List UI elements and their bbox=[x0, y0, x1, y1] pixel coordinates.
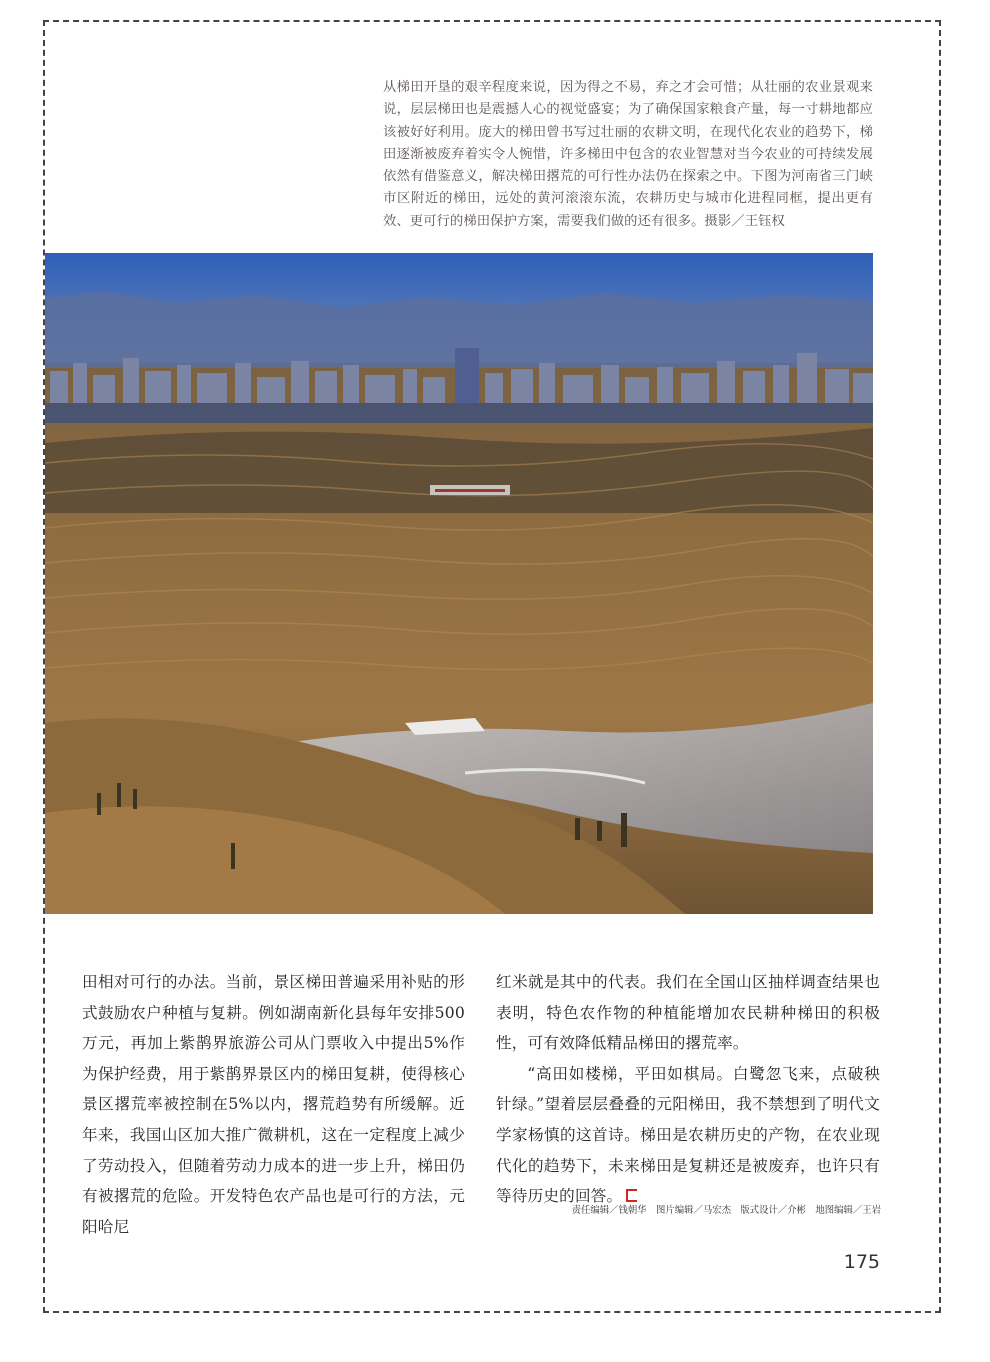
body-paragraph: 红米就是其中的代表。我们在全国山区抽样调查结果也表明，特色农作物的种植能增加农民耕种梯田的积极性，可有效降低精品梯田的撂荒率。 bbox=[496, 973, 880, 1053]
body-column-right bbox=[496, 967, 880, 1212]
body-column-left bbox=[82, 967, 465, 1242]
editorial-credits: 责任编辑／钱朝华 图片编辑／马宏杰 版式设计／介彬 地图编辑／王岩 bbox=[571, 1205, 881, 1216]
page-number: 175 bbox=[843, 1251, 880, 1273]
photo-caption: 从梯田开垦的艰辛程度来说，因为得之不易，弃之才会可惜；从壮丽的农业景观来说，层层梯田也是震撼人心的视觉盛宴；为了确保国家粮食产量，每一寸耕地都应该被好好利用。庞大的梯田曾书写过壮丽的农耕文明，在现代化农业的趋势下，梯田逐渐被废弃着实令人惋惜，许多梯田中包含的农业智慧对当今农业的可持续发展依然有借鉴意义，解决梯田撂荒的可行性办法仍在探索之中。下图为河南省三门峡市区附近的梯田，远处的黄河滚滚东流，农耕历史与城市化进程同框，提出更有效、更可行的梯田保护方案，需要我们做的还有很多。摄影／王钰权 bbox=[383, 80, 873, 229]
body-paragraph-last bbox=[496, 1059, 880, 1212]
terraced-fields-photo bbox=[45, 253, 873, 914]
body-paragraph-text: “高田如楼梯，平田如棋局。白鹭忽飞来，点破秧针绿。”望着层层叠叠的元阳梯田，我不禁想到了明代文学家杨慎的这首诗。梯田是农耕历史的产物，在农业现代化的趋势下，未来梯田是复耕还是被废弃，也许只有等待历史的回答。 bbox=[496, 1064, 880, 1206]
end-of-article-icon bbox=[626, 1189, 637, 1202]
body-paragraph: 田相对可行的办法。当前，景区梯田普遍采用补贴的形式鼓励农户种植与复耕。例如湖南新化县每年安排500万元，再加上紫鹊界旅游公司从门票收入中提出5%作为保护经费，用于紫鹊界景区内的梯田复耕，使得核心景区撂荒率被控制在5%以内，撂荒趋势有所缓解。近年来，我国山区加大推广微耕机，这在一定程度上减少了劳动投入，但随着劳动力成本的进一步上升，梯田仍有被撂荒的危险。开发特色农产品也是可行的方法，元阳哈尼 bbox=[82, 973, 465, 1236]
